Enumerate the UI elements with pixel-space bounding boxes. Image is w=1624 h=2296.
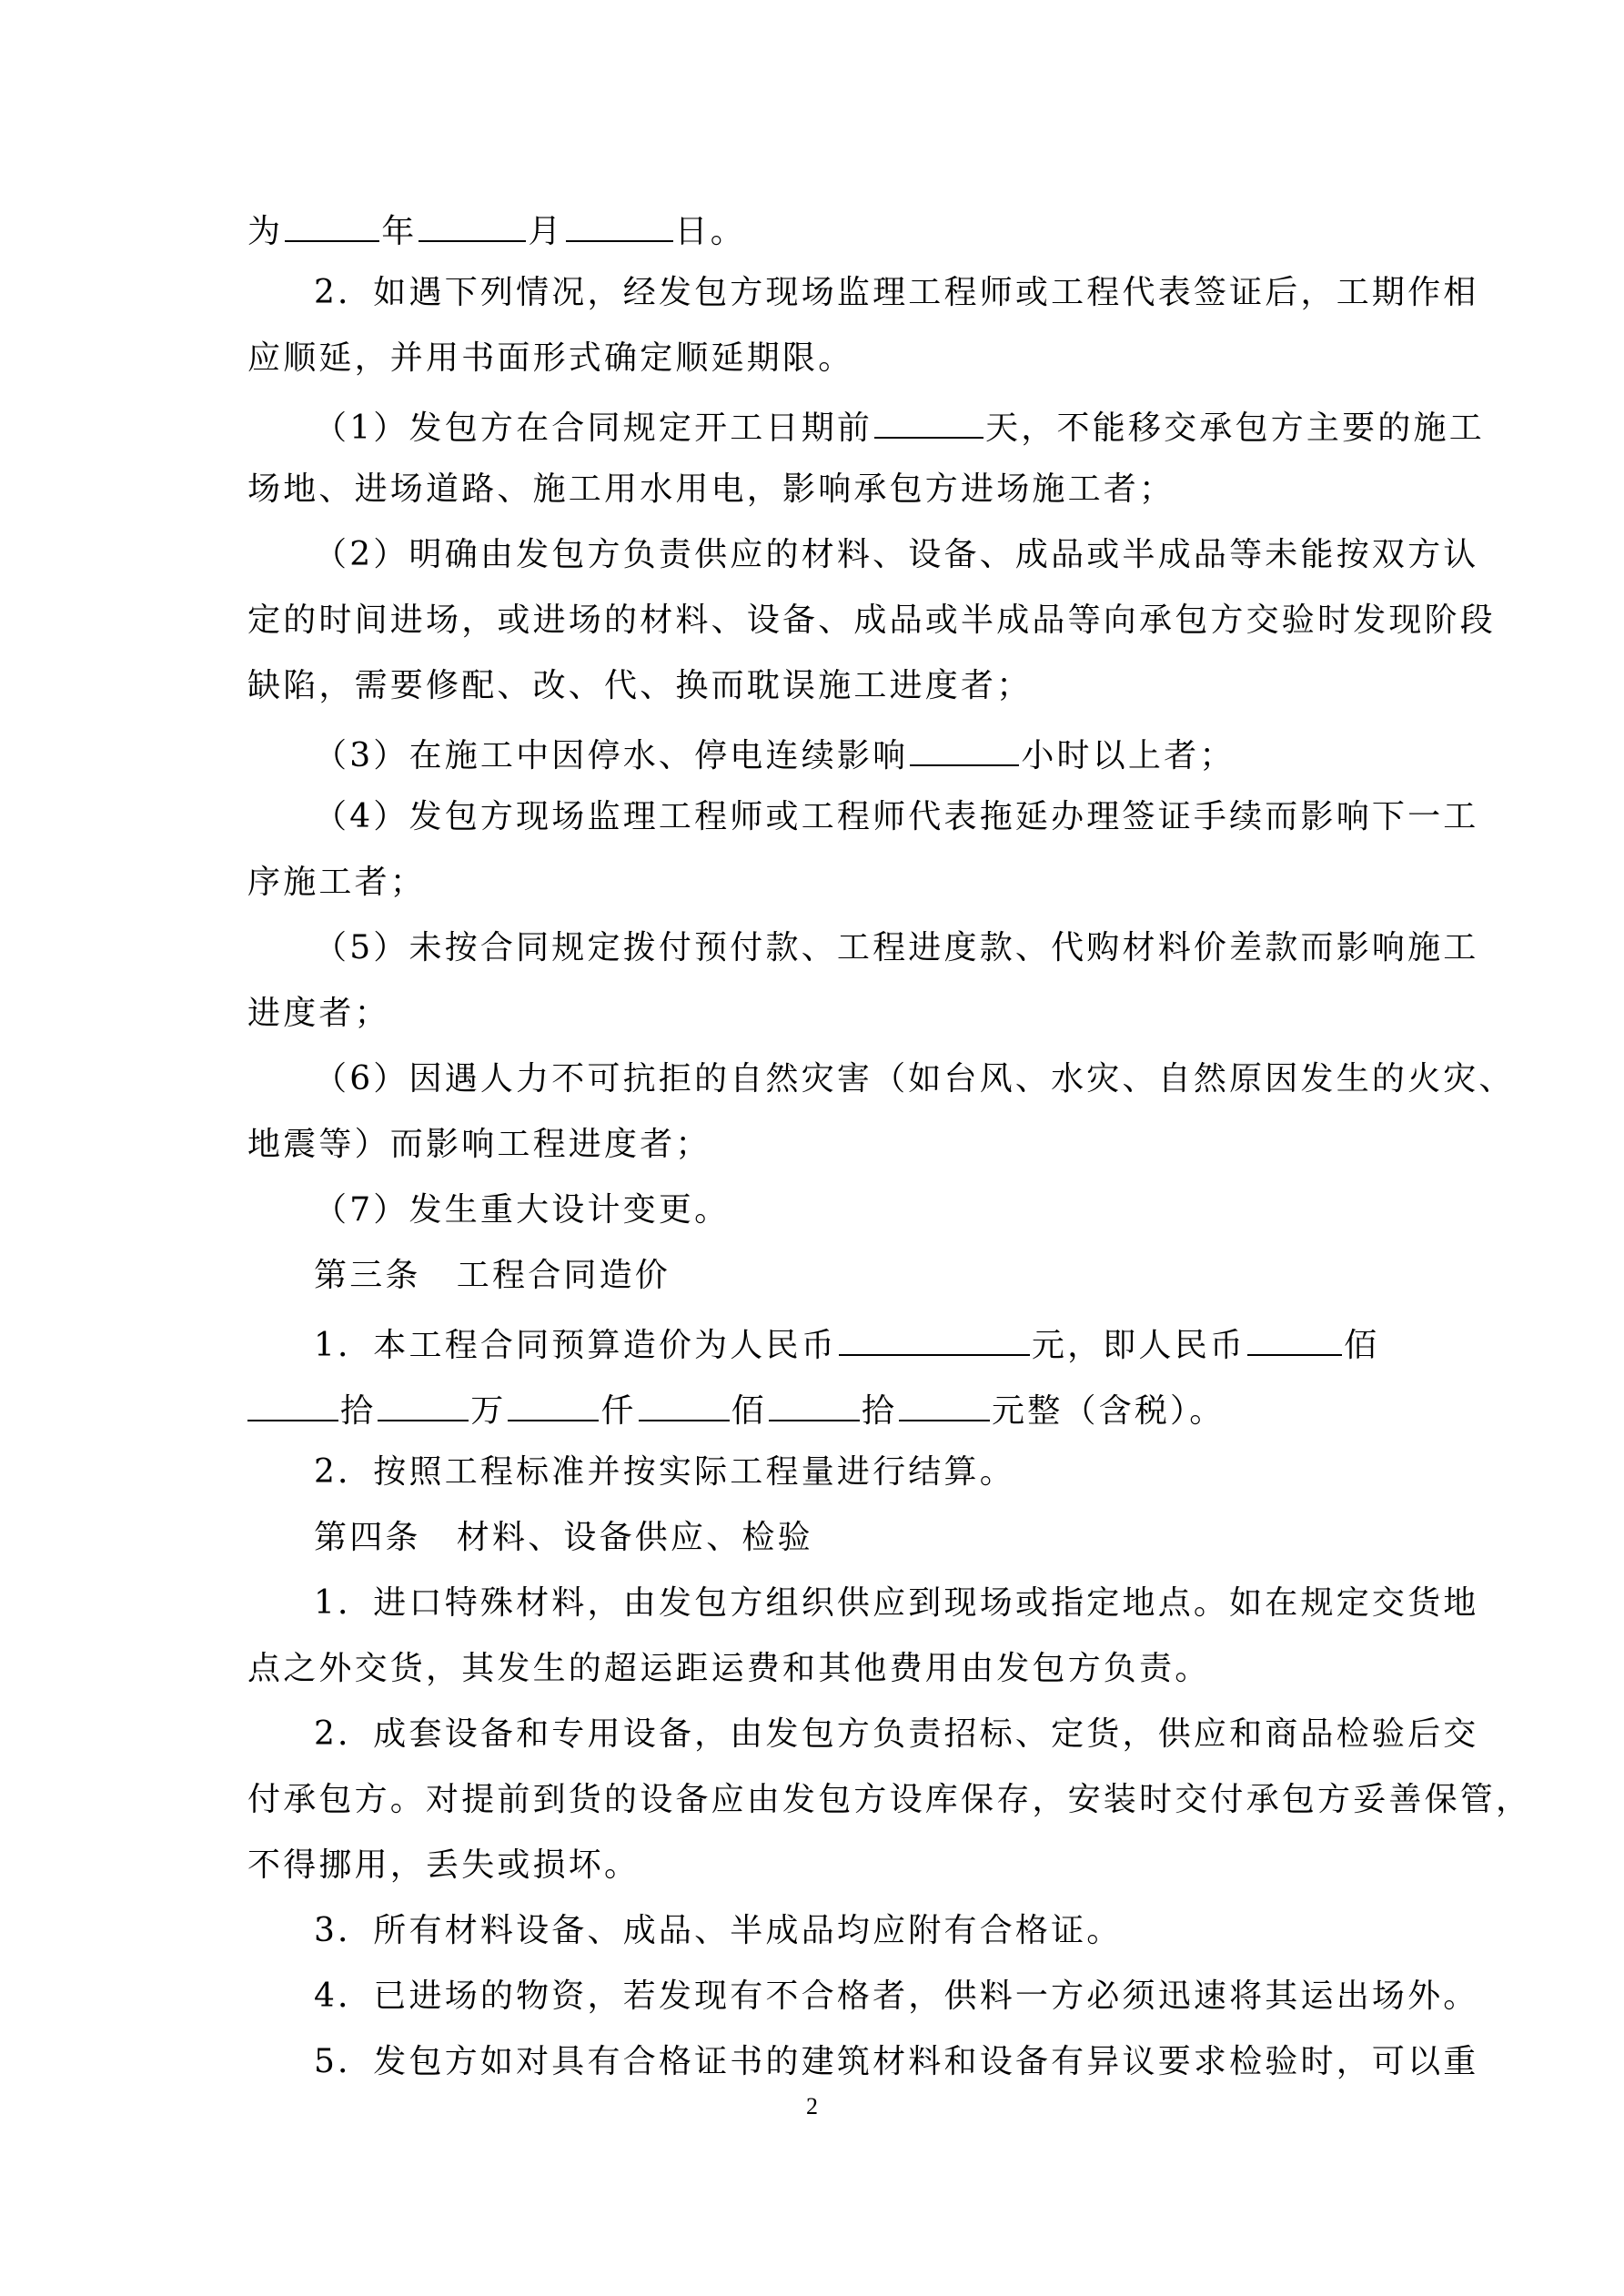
text-fragment: 日。 <box>674 213 747 250</box>
text-line: （6）因遇人力不可抗拒的自然灾害（如台风、水灾、自然原因发生的火灾、 <box>314 1060 1515 1097</box>
fill-blank <box>839 1323 1030 1356</box>
text-fragment: 佰 <box>1344 1327 1380 1364</box>
text-line <box>247 209 746 250</box>
text-fragment: 拾 <box>340 1392 377 1430</box>
section-heading: 第四条 材料、设备供应、检验 <box>314 1519 813 1556</box>
fill-blank <box>285 209 379 242</box>
text-line: 1．进口特殊材料，由发包方组织供应到现场或指定地点。如在规定交货地 <box>314 1584 1479 1622</box>
text-line: 2．如遇下列情况，经发包方现场监理工程师或工程代表签证后，工期作相 <box>314 274 1479 311</box>
fill-blank <box>874 406 983 439</box>
text-line: 2．成套设备和专用设备，由发包方负责招标、定货，供应和商品检验后交 <box>314 1715 1479 1753</box>
text-line <box>314 1323 1379 1364</box>
text-line: （4）发包方现场监理工程师或工程师代表拖延办理签证手续而影响下一工 <box>314 798 1479 835</box>
text-line: （5）未按合同规定拨付预付款、工程进度款、代购材料价差款而影响施工 <box>314 929 1479 966</box>
text-fragment: 仟 <box>600 1392 637 1430</box>
text-fragment: 月 <box>528 213 564 250</box>
text-fragment: 1．本工程合同预算造价为人民币 <box>314 1327 837 1364</box>
fill-blank <box>378 1389 469 1421</box>
text-line <box>314 733 1236 774</box>
text-fragment: 天，不能移交承包方主要的施工 <box>985 410 1485 447</box>
text-fragment: 拾 <box>861 1392 898 1430</box>
text-fragment: 万 <box>470 1392 507 1430</box>
text-line: 定的时间进场，或进场的材料、设备、成品或半成品等向承包方交验时发现阶段 <box>247 602 1497 639</box>
text-fragment: 为 <box>247 213 284 250</box>
text-line: 地震等）而影响工程进度者； <box>247 1126 711 1163</box>
fill-blank <box>910 733 1019 766</box>
text-fragment: （3）在施工中因停水、停电连续影响 <box>314 737 909 774</box>
text-line: （7）发生重大设计变更。 <box>314 1191 731 1229</box>
text-fragment: 元，即人民币 <box>1031 1327 1246 1364</box>
fill-blank <box>899 1389 990 1421</box>
text-line: （2）明确由发包方负责供应的材料、设备、成品或半成品等未能按双方认 <box>314 536 1479 573</box>
fill-blank <box>769 1389 860 1421</box>
text-line: 点之外交货，其发生的超运距运费和其他费用由发包方负责。 <box>247 1650 1211 1687</box>
fill-blank <box>1247 1323 1342 1356</box>
text-line: 3．所有材料设备、成品、半成品均应附有合格证。 <box>314 1912 1123 1949</box>
fill-blank <box>508 1389 599 1421</box>
fill-blank <box>419 209 526 242</box>
text-line: 进度者； <box>247 995 390 1032</box>
fill-blank <box>247 1389 338 1421</box>
fill-blank <box>639 1389 730 1421</box>
text-line: 缺陷，需要修配、改、代、换而耽误施工进度者； <box>247 667 1033 704</box>
page-number: 2 <box>806 2093 818 2119</box>
text-line: 不得挪用，丢失或损坏。 <box>247 1846 641 1884</box>
text-fragment: 元整（含税）。 <box>992 1392 1226 1430</box>
text-line: 2．按照工程标准并按实际工程量进行结算。 <box>314 1453 1015 1491</box>
text-line: 场地、进场道路、施工用水用电，影响承包方进场施工者； <box>247 470 1175 508</box>
text-line <box>247 1389 1225 1430</box>
text-line: 4．已进场的物资，若发现有不合格者，供料一方必须迅速将其运出场外。 <box>314 1977 1479 2015</box>
fill-blank <box>566 209 673 242</box>
section-heading: 第三条 工程合同造价 <box>314 1257 671 1294</box>
text-line: 序施工者； <box>247 864 427 901</box>
text-fragment: 年 <box>381 213 418 250</box>
text-line <box>314 406 1485 447</box>
text-line: 付承包方。对提前到货的设备应由发包方设库保存，安装时交付承包方妥善保管， <box>247 1781 1532 1818</box>
text-fragment: 小时以上者； <box>1021 737 1236 774</box>
text-line: 5．发包方如对具有合格证书的建筑材料和设备有异议要求检验时，可以重 <box>314 2043 1479 2080</box>
text-fragment: 佰 <box>731 1392 767 1430</box>
text-line: 应顺延，并用书面形式确定顺延期限。 <box>247 339 854 377</box>
text-fragment: （1）发包方在合同规定开工日期前 <box>314 410 873 447</box>
